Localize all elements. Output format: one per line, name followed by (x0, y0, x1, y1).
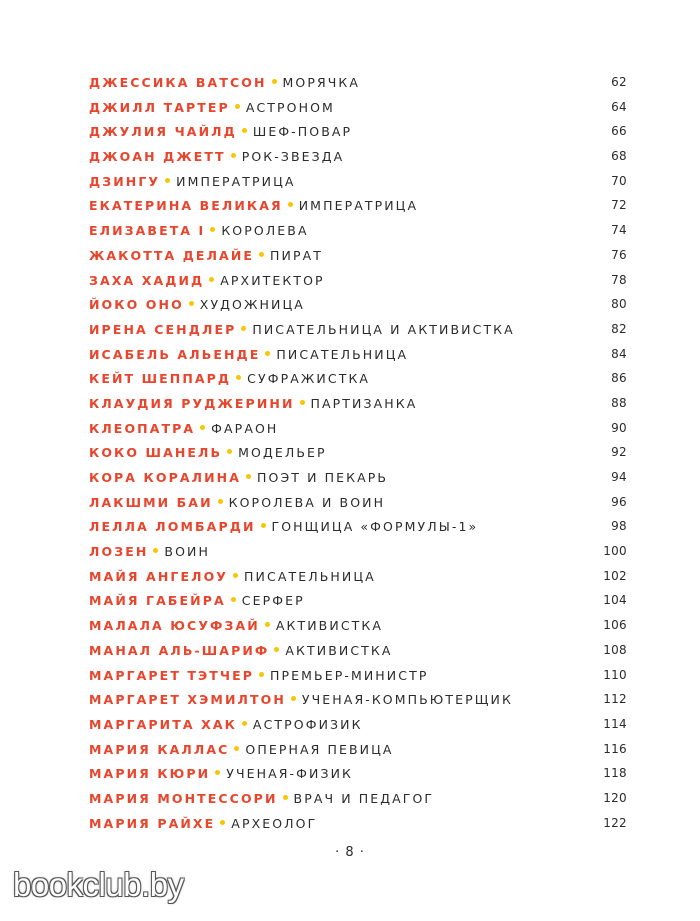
toc-entry (89, 169, 629, 194)
toc-entry-page: 68 (611, 149, 627, 164)
bullet-dot-icon (231, 597, 236, 602)
bullet-dot-icon (259, 672, 264, 677)
toc-entry (89, 268, 629, 293)
bullet-dot-icon (291, 696, 296, 701)
toc-entry-page: 70 (611, 173, 627, 188)
toc-entry-role: ХУДОЖНИЦА (199, 297, 305, 313)
toc-entry-page: 80 (611, 297, 627, 312)
toc-entry-name: МАРИЯ КАЛЛАС (89, 741, 230, 757)
toc-entry-role: АСТРОНОМ (245, 99, 335, 115)
bullet-dot-icon (231, 153, 236, 158)
toc-entry-page: 86 (611, 371, 627, 386)
bullet-dot-icon (165, 178, 170, 183)
toc-entry-page: 96 (611, 494, 627, 509)
toc-entry-page: 66 (611, 124, 627, 139)
toc-entry (89, 95, 629, 120)
bullet-dot-icon (288, 202, 293, 207)
toc-entry-page: 82 (611, 321, 627, 336)
bullet-dot-icon (272, 79, 277, 84)
toc-entry-name: ДЗИНГУ (89, 173, 161, 189)
toc-entry-role: КОРОЛЕВА И ВОИН (228, 494, 386, 510)
toc-entry-name: МАЙЯ ГАБЕЙРА (89, 593, 226, 609)
toc-entry-role: АСТРОФИЗИК (252, 716, 363, 732)
toc-entry-page: 114 (603, 716, 627, 731)
toc-entry (89, 761, 629, 786)
bullet-dot-icon (234, 746, 239, 751)
toc-entry-page: 90 (611, 420, 627, 435)
toc-entry-name: МАНАЛ АЛЬ-ШАРИФ (89, 642, 270, 658)
toc-entry-page: 94 (611, 470, 627, 484)
bullet-dot-icon (242, 721, 247, 726)
toc-entry-role: УЧЕНАЯ-КОМПЬЮТЕРЩИК (301, 692, 513, 708)
toc-entry (89, 737, 629, 762)
bullet-dot-icon (241, 326, 246, 331)
toc-entry (89, 292, 629, 317)
toc-entry-name: ЕКАТЕРИНА ВЕЛИКАЯ (89, 198, 283, 214)
toc-entry (89, 514, 629, 539)
toc-entry-role: ФАРАОН (211, 420, 279, 436)
toc-entry-role: ПРЕМЬЕР-МИНИСТР (270, 667, 429, 683)
toc-entry-page: 62 (611, 75, 627, 89)
toc-entry (89, 811, 629, 836)
toc-entry (89, 193, 629, 218)
toc-entry-name: КЛАУДИЯ РУДЖЕРИНИ (89, 395, 295, 411)
toc-entry-page: 84 (611, 346, 627, 361)
toc-entry-role: ПИСАТЕЛЬНИЦА И АКТИВИСТКА (252, 321, 515, 337)
toc-entry (89, 119, 629, 144)
toc-entry-role: ПИСАТЕЛЬНИЦА (276, 346, 409, 362)
toc-entry-name: ЖАКОТТА ДЕЛАЙЕ (89, 247, 255, 263)
toc-entry-role: ПИРАТ (270, 247, 324, 263)
toc-entry-page: 104 (603, 593, 627, 608)
toc-entry-page: 92 (611, 445, 627, 460)
bullet-dot-icon (261, 523, 266, 528)
toc-entry (89, 342, 629, 367)
toc-entry (89, 663, 629, 688)
toc-entry-page: 74 (611, 223, 627, 238)
toc-entry-role: СУФРАЖИСТКА (247, 371, 371, 387)
toc-entry (89, 687, 629, 712)
toc-entry-role: ПОЭТ И ПЕКАРЬ (257, 470, 389, 485)
toc-entry-page: 64 (611, 99, 627, 114)
toc-entry-page: 106 (603, 618, 627, 633)
toc-entry-page: 98 (611, 519, 627, 534)
toc-entry-role: РОК-ЗВЕЗДА (241, 149, 345, 165)
toc-entry (89, 391, 629, 416)
bullet-dot-icon (259, 252, 264, 257)
bullet-dot-icon (235, 104, 240, 109)
toc-entry-name: КОРА КОРАЛИНА (89, 470, 241, 485)
toc-entry (89, 465, 629, 490)
toc-entry-role: ВРАЧ И ПЕДАГОГ (293, 790, 435, 806)
bullet-dot-icon (215, 770, 220, 775)
bullet-dot-icon (220, 820, 225, 825)
toc-entry-page: 100 (603, 544, 627, 559)
toc-entry-name: МАЙЯ АНГЕЛОУ (89, 568, 229, 584)
bullet-dot-icon (233, 573, 238, 578)
toc-entry-page: 88 (611, 395, 627, 410)
toc-entry (89, 144, 629, 169)
toc-entry (89, 243, 629, 268)
bullet-dot-icon (265, 351, 270, 356)
toc-entry-role: УЧЕНАЯ-ФИЗИК (226, 766, 354, 782)
toc-entry-name: ДЖУЛИЯ ЧАЙЛД (89, 124, 237, 140)
bullet-dot-icon (153, 548, 158, 553)
bullet-dot-icon (210, 227, 215, 232)
toc-entry-page: 76 (611, 247, 627, 262)
bullet-dot-icon (218, 499, 223, 504)
bullet-dot-icon (236, 375, 241, 380)
toc-entry-role: АРХИТЕКТОР (220, 272, 325, 288)
toc-entry (89, 317, 629, 342)
toc-entry (89, 416, 629, 441)
toc-entry-role: ИМПЕРАТРИЦА (176, 173, 296, 189)
toc-entry-role: ИМПЕРАТРИЦА (298, 198, 419, 214)
toc-entry-page: 120 (603, 790, 627, 805)
toc-entry-name: МАРИЯ МОНТЕССОРИ (89, 790, 278, 806)
toc-entry-page: 108 (603, 642, 627, 657)
toc-entry (89, 638, 629, 663)
toc-entry-role: ПИСАТЕЛЬНИЦА (244, 568, 376, 584)
toc-entry (89, 613, 629, 638)
toc-entry-role: ШЕФ-ПОВАР (252, 124, 353, 140)
toc-entry-page: 102 (603, 568, 627, 583)
toc-entry-page: 122 (603, 815, 627, 830)
toc-entry-role: АКТИВИСТКА (285, 642, 393, 658)
toc-entry-name: МАРГАРИТА ХАК (89, 716, 237, 732)
toc-entry-role: ОПЕРНАЯ ПЕВИЦА (245, 741, 394, 757)
table-of-contents (89, 70, 629, 835)
toc-entry-role: МОРЯЧКА (282, 75, 361, 90)
toc-entry-name: ДЖЕССИКА ВАТСОН (89, 75, 267, 90)
bullet-dot-icon (227, 449, 232, 454)
toc-entry-name: КЛЕОПАТРА (89, 420, 196, 436)
toc-entry-name: ЛОЗЕН (89, 544, 149, 560)
toc-entry-name: МАРИЯ КЮРИ (89, 766, 211, 782)
toc-entry-name: ЛЕЛЛА ЛОМБАРДИ (89, 519, 256, 535)
toc-entry-role: СЕРФЕР (241, 593, 305, 609)
page-number: · 8 · (335, 845, 365, 860)
toc-entry-role: ВОИН (164, 544, 210, 560)
toc-entry (89, 490, 629, 515)
bullet-dot-icon (300, 400, 305, 405)
toc-entry-page: 118 (603, 766, 627, 781)
toc-entry (89, 440, 629, 465)
toc-entry-name: ЗАХА ХАДИД (89, 272, 205, 288)
toc-entry-role: МОДЕЛЬЕР (238, 445, 327, 461)
toc-entry-page: 112 (603, 692, 627, 707)
bullet-dot-icon (265, 622, 270, 627)
toc-entry-name: ИРЕНА СЕНДЛЕР (89, 321, 237, 337)
toc-entry-name: ДЖИЛЛ ТАРТЕР (89, 99, 230, 115)
toc-entry-name: МАРГАРЕТ ХЭМИЛТОН (89, 692, 286, 708)
watermark-logo: bookclub.by (13, 866, 184, 903)
toc-entry (89, 786, 629, 811)
toc-entry-page: 110 (603, 667, 627, 682)
toc-entry-role: АРХЕОЛОГ (231, 815, 318, 831)
toc-entry-name: МАРГАРЕТ ТЭТЧЕР (89, 667, 255, 683)
toc-entry (89, 564, 629, 589)
bullet-dot-icon (200, 425, 205, 430)
bullet-dot-icon (274, 647, 279, 652)
toc-entry-role: ПАРТИЗАНКА (310, 395, 418, 411)
toc-entry-name: КОКО ШАНЕЛЬ (89, 445, 223, 461)
bullet-dot-icon (209, 277, 214, 282)
toc-entry-role: КОРОЛЕВА (221, 223, 309, 239)
toc-entry-page: 116 (603, 741, 627, 756)
toc-entry (89, 712, 629, 737)
bullet-dot-icon (242, 128, 247, 133)
toc-entry (89, 539, 629, 564)
toc-entry-name: МАЛАЛА ЮСУФЗАЙ (89, 618, 260, 634)
toc-entry (89, 366, 629, 391)
toc-entry-name: ЙОКО ОНО (89, 297, 184, 313)
bullet-dot-icon (283, 795, 288, 800)
toc-entry-page: 78 (611, 272, 627, 287)
toc-entry-name: МАРИЯ РАЙХЕ (89, 815, 216, 831)
toc-entry-name: КЕЙТ ШЕППАРД (89, 371, 232, 387)
bullet-dot-icon (246, 474, 251, 479)
toc-entry-name: ДЖОАН ДЖЕТТ (89, 149, 226, 165)
toc-entry-page: 72 (611, 198, 627, 213)
toc-entry-role: АКТИВИСТКА (275, 618, 384, 634)
toc-entry (89, 70, 629, 95)
toc-entry-name: ЕЛИЗАВЕТА I (89, 223, 206, 239)
toc-entry (89, 218, 629, 243)
toc-entry-name: ИСАБЕЛЬ АЛЬЕНДЕ (89, 346, 261, 362)
toc-entry (89, 588, 629, 613)
bullet-dot-icon (189, 301, 194, 306)
toc-entry-role: ГОНЩИЦА «ФОРМУЛЫ-1» (271, 519, 479, 535)
toc-entry-name: ЛАКШМИ БАИ (89, 494, 213, 510)
